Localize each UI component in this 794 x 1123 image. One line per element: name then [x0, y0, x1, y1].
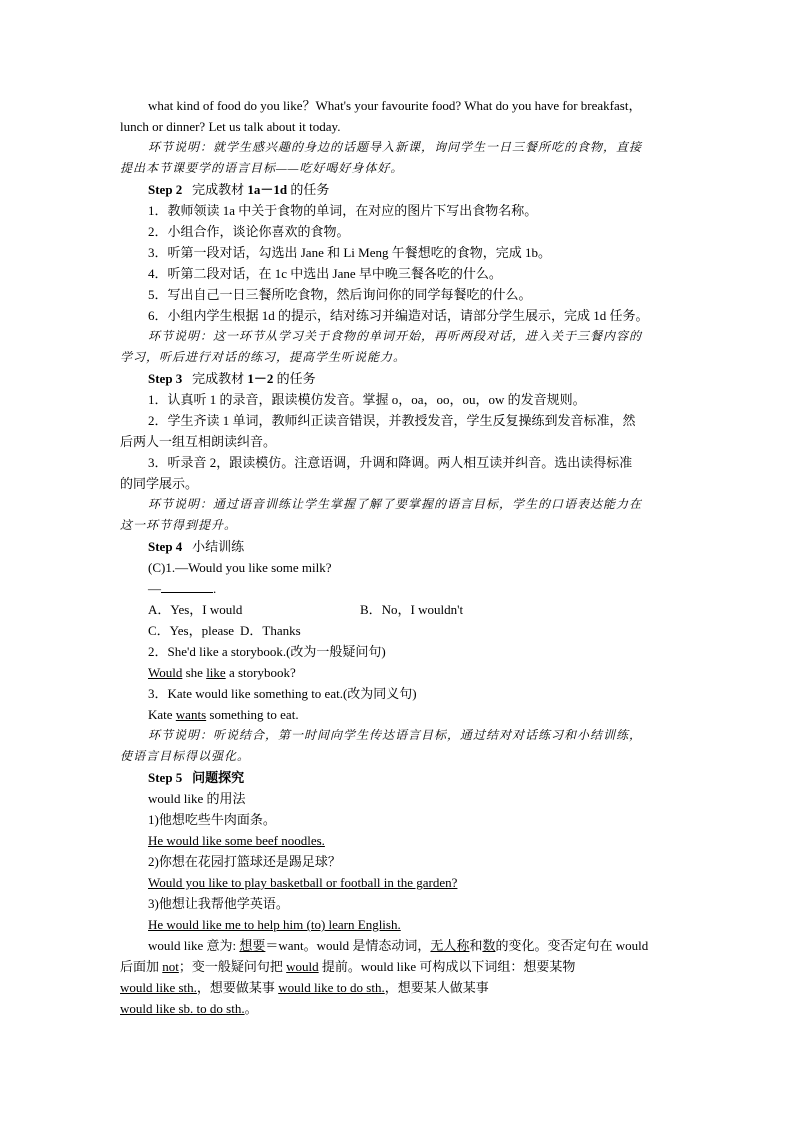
step4-answer-3	[120, 704, 676, 725]
step4-answer-2	[120, 662, 676, 683]
option-d: D．Thanks	[240, 623, 301, 638]
intro-line-1: what kind of food do you like？What's your favourite food? What do you have for breakfast，	[148, 98, 642, 113]
example-1-answer-text: He would like some beef noodles.	[148, 833, 325, 848]
summary-1g: 的变化。变否定句在 would	[495, 938, 649, 953]
step2-item-3: 3．听第一段对话，勾选出 Jane 和 Li Meng 午餐想吃的食物，完成 1b。	[148, 245, 551, 260]
step2-title-pre: 完成教材	[192, 182, 248, 197]
step3-title-bold: 1－2	[247, 371, 274, 386]
summary-1e: 和	[469, 938, 483, 953]
summary-line-2	[120, 956, 676, 977]
step4-question-3: 3．Kate would like something to eat.(改为同义句)	[148, 686, 417, 701]
step5-example-2-answer	[120, 872, 676, 893]
answer-3-kate: Kate	[148, 707, 176, 722]
step2-title-bold: 1a－1d	[247, 182, 288, 197]
step5-usage: would like 的用法	[148, 791, 246, 806]
note-3-line-1: 环节说明：通过语音训练让学生掌握了解了要掌握的语言目标，学生的口语表达能力在	[148, 497, 643, 511]
answer-period: .	[213, 581, 217, 596]
summary-3d: ，想要某人做某事	[384, 980, 489, 995]
step4-answer-blank-line	[120, 578, 676, 599]
step3-heading	[120, 368, 676, 389]
summary-1f: 数	[482, 938, 496, 953]
step2-title-post: 的任务	[287, 182, 330, 197]
summary-1b: 想要	[239, 938, 266, 953]
step5-example-3-answer	[120, 914, 676, 935]
step2-label: Step 2	[148, 182, 183, 197]
summary-2e: 提前。would like 可构成以下词组：想要某物	[318, 959, 576, 974]
note-2-line-2: 学习，听后进行对话的练习，提高学生听说能力。	[120, 350, 407, 364]
example-2-answer-text: Would you like to play basketball or football in the garden?	[148, 875, 458, 890]
answer-3-rest: something to eat.	[206, 707, 299, 722]
summary-line-1	[120, 935, 676, 956]
summary-2a: 后面加	[120, 959, 163, 974]
summary-2c: ；变一般疑问句把	[178, 959, 287, 974]
step5-example-1: 1)他想吃些牛肉面条。	[148, 812, 276, 827]
note-4-line-1: 环节说明：听说结合，第一时间向学生传达语言目标，通过结对对话练习和小结训练，	[148, 728, 643, 742]
step2-item-6: 6．小组内学生根据 1d 的提示，结对练习并编造对话，请部分学生展示，完成 1d 任务。	[148, 308, 649, 323]
step3-item-3-line-2: 的同学展示。	[120, 476, 199, 491]
option-a: A．Yes，I would	[148, 602, 243, 617]
step2-item-4: 4．听第二段对话，在 1c 中选出 Jane 早中晚三餐各吃的什么。	[148, 266, 502, 281]
step4-options-cd	[120, 620, 676, 641]
step3-title-pre: 完成教材	[192, 371, 248, 386]
answer-2-rest: a storybook?	[225, 665, 296, 680]
step4-options-ab	[120, 599, 676, 620]
summary-3a: would like sth.	[120, 980, 197, 995]
note-1-line-1: 环节说明：就学生感兴趣的身边的话题导入新课，询问学生一日三餐所吃的食物，直接	[148, 140, 643, 154]
option-c: C．Yes，please	[148, 623, 235, 638]
step2-item-5: 5．写出自己一日三餐所吃食物，然后询问你的同学每餐吃的什么。	[148, 287, 532, 302]
step5-example-2: 2)你想在花园打篮球还是踢足球？	[148, 854, 341, 869]
answer-2-word-like: like	[206, 665, 226, 680]
summary-3c: would like to do sth.	[278, 980, 385, 995]
step3-title-post: 的任务	[273, 371, 316, 386]
step5-example-3: 3)他想让我帮他学英语。	[148, 896, 289, 911]
step3-item-3-line-1: 3．听录音 2，跟读模仿。注意语调，升调和降调。两人相互读并纠音。选出读得标准	[148, 455, 633, 470]
step2-heading	[120, 179, 676, 200]
intro-line-2: lunch or dinner? Let us talk about it today.	[120, 119, 341, 134]
answer-blank	[161, 580, 213, 593]
answer-2-word-she: she	[182, 665, 207, 680]
step5-heading	[120, 767, 676, 788]
step4-question-1: (C)1.—Would you like some milk?	[148, 560, 332, 575]
option-b: B．No，I wouldn't	[360, 602, 464, 617]
note-1-line-2: 提出本节课要学的语言目标——吃好喝好身体好。	[120, 161, 404, 175]
note-2-line-1: 环节说明：这一环节从学习关于食物的单词开始，再听两段对话，进入关于三餐内容的	[148, 329, 643, 343]
summary-1c: ＝want。would 是情态动词，	[265, 938, 431, 953]
step3-item-2-line-2: 后两人一组互相朗读纠音。	[120, 434, 277, 449]
step3-item-1: 1．认真听 1 的录音，跟读模仿发音。掌握 o，oa，oo，ou，ow 的发音规则。	[148, 392, 586, 407]
step4-heading	[120, 536, 676, 557]
step5-label: Step 5	[148, 770, 183, 785]
step5-example-1-answer	[120, 830, 676, 851]
answer-2-word-would: Would	[148, 665, 183, 680]
step4-label: Step 4	[148, 539, 183, 554]
note-3-line-2: 这一环节得到提升。	[120, 518, 238, 532]
summary-3b: ，想要做某事	[196, 980, 279, 995]
summary-2b: not	[162, 959, 179, 974]
summary-line-3	[120, 977, 676, 998]
summary-1d: 无人称	[430, 938, 470, 953]
lesson-content	[120, 95, 676, 1019]
summary-2d: would	[286, 959, 319, 974]
step4-question-2: 2．She'd like a storybook.(改为一般疑问句)	[148, 644, 386, 659]
summary-4b: 。	[244, 1001, 258, 1016]
step3-item-2-line-1: 2．学生齐读 1 单词，教师纠正读音错误，并教授发音，学生反复操练到发音标准，然	[148, 413, 636, 428]
note-4-line-2: 使语言目标得以强化。	[120, 749, 251, 763]
step4-title: 小结训练	[192, 539, 245, 554]
summary-line-4	[120, 998, 676, 1019]
step3-label: Step 3	[148, 371, 183, 386]
step5-title: 问题探究	[192, 770, 245, 785]
step2-item-2: 2．小组合作，谈论你喜欢的食物。	[148, 224, 350, 239]
summary-1a: would like 意为:	[148, 938, 240, 953]
example-3-answer-text: He would like me to help him (to) learn English.	[148, 917, 401, 932]
summary-4a: would like sb. to do sth.	[120, 1001, 245, 1016]
answer-dash: —	[148, 581, 161, 596]
answer-3-wants: wants	[175, 707, 207, 722]
step2-item-1: 1．教师领读 1a 中关于食物的单词，在对应的图片下写出食物名称。	[148, 203, 538, 218]
